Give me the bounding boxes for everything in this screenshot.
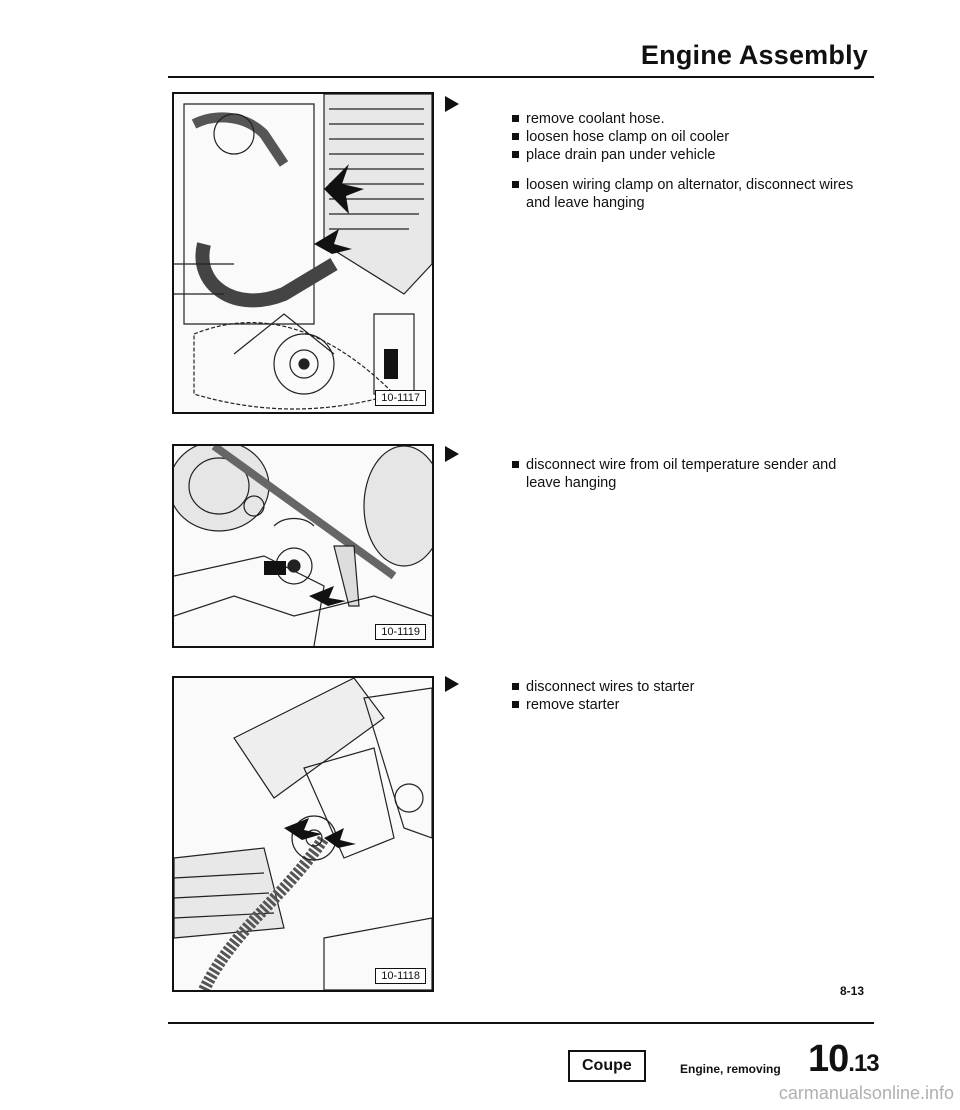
figure-oil-temp-sender bbox=[172, 444, 434, 648]
section-number bbox=[808, 1038, 879, 1081]
section-number-sub: .13 bbox=[848, 1050, 879, 1077]
steps-group-1 bbox=[512, 110, 872, 212]
figure-starter bbox=[172, 676, 434, 992]
figure-coolant-hose bbox=[172, 92, 434, 414]
section-name: Engine, removing bbox=[680, 1062, 781, 1076]
engine-illustration-2 bbox=[174, 446, 432, 646]
step-item: disconnect wires to starter bbox=[512, 678, 872, 696]
step-item: disconnect wire from oil temperature sender and leave hanging bbox=[512, 456, 872, 492]
figure-label: 10-1118 bbox=[375, 968, 426, 984]
steps-group-3 bbox=[512, 678, 872, 714]
page-reference: 8-13 bbox=[839, 984, 864, 998]
figure-label: 10-1119 bbox=[375, 624, 426, 640]
step-item: remove coolant hose. bbox=[512, 110, 872, 128]
watermark: carmanualsonline.info bbox=[778, 1083, 954, 1103]
step-item: remove starter bbox=[512, 696, 872, 714]
page-title: Engine Assembly bbox=[640, 40, 868, 70]
figure-label: 10-1117 bbox=[375, 390, 426, 406]
pointer-arrow-icon bbox=[445, 446, 459, 462]
step-item: loosen hose clamp on oil cooler bbox=[512, 128, 872, 146]
step-item: place drain pan under vehicle bbox=[512, 146, 872, 164]
header-rule bbox=[168, 76, 874, 78]
pointer-arrow-icon bbox=[445, 676, 459, 692]
steps-group-2 bbox=[512, 456, 872, 492]
footer-rule bbox=[168, 1022, 874, 1024]
engine-illustration-1 bbox=[174, 94, 432, 412]
pointer-arrow-icon bbox=[445, 96, 459, 112]
model-badge: Coupe bbox=[568, 1050, 646, 1082]
step-item: loosen wiring clamp on alternator, disconnect wires and leave hanging bbox=[512, 176, 872, 212]
engine-illustration-3 bbox=[174, 678, 432, 990]
section-number-main: 10 bbox=[808, 1038, 849, 1080]
